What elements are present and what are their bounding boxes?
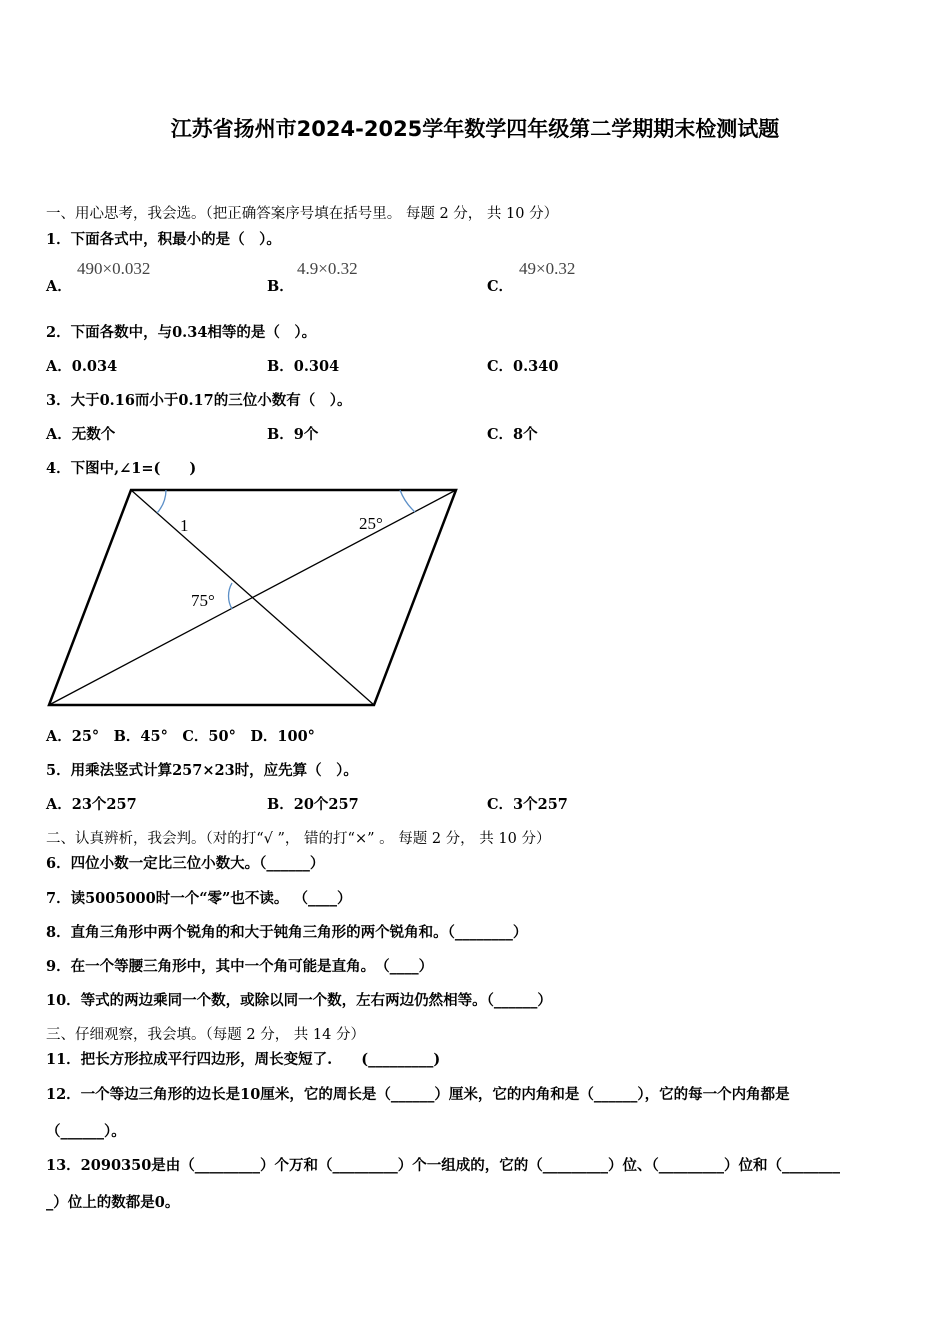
q1-option-c-expr: 49×0.32 — [519, 259, 576, 278]
question-5: 5．用乘法竖式计算257×23时，应先算（ ）。 — [46, 762, 358, 779]
q1-option-a-label: A． — [46, 278, 72, 295]
q1-option-b-expr: 4.9×0.32 — [297, 259, 358, 278]
q1-option-a-expr: 490×0.032 — [77, 259, 151, 278]
question-9: 9．在一个等腰三角形中，其中一个角可能是直角。 （____） — [46, 958, 434, 975]
question-7: 7．读5005000时一个“零”也不读。 （____） — [46, 890, 352, 907]
question-8: 8．直角三角形中两个锐角的和大于钝角三角形的两个锐角和。（________） — [46, 924, 528, 941]
angle-1-arc — [157, 490, 166, 513]
diagonal-2 — [49, 490, 456, 705]
q2-option-c: C．0.340 — [487, 358, 559, 375]
q5-option-a: A．23个257 — [46, 796, 137, 813]
angle-25-arc — [400, 490, 415, 512]
q3-option-a: A．无数个 — [46, 426, 116, 443]
angle-1-label: 1 — [180, 516, 189, 535]
q2-option-b: B．0.304 — [267, 358, 340, 375]
section3-heading: 三、仔细观察，我会填。（每题 2 分， 共 14 分） — [46, 1027, 365, 1043]
q1-option-c-label: C． — [487, 278, 514, 295]
q3-option-b: B．9个 — [267, 426, 319, 443]
q5-option-b: B．20个257 — [267, 796, 359, 813]
q1-option-b-label: B． — [267, 278, 294, 295]
angle-25-label: 25° — [359, 514, 383, 533]
question-1: 1．下面各式中，积最小的是（ ）。 — [46, 231, 281, 248]
question-4: 4．下图中,∠1=( ) — [46, 460, 197, 477]
q3-option-c: C．8个 — [487, 426, 538, 443]
question-10: 10．等式的两边乘同一个数，或除以同一个数，左右两边仍然相等。（______） — [46, 992, 552, 1009]
question-11: 11．把长方形拉成平行四边形，周长变短了. (_________) — [46, 1051, 441, 1068]
question-2: 2．下面各数中，与0.34相等的是（ ）。 — [46, 324, 317, 341]
question-3: 3．大于0.16而小于0.17的三位小数有（ ）。 — [46, 392, 352, 409]
question-6: 6．四位小数一定比三位小数大。（______） — [46, 855, 325, 872]
question-13-line2: _）位上的数都是0。 — [46, 1194, 180, 1211]
angle-75-arc — [229, 583, 232, 609]
page-title: 江苏省扬州市2024-2025学年数学四年级第二学期期末检测试题 — [170, 117, 780, 141]
section2-heading: 二、认真辨析，我会判。（对的打“√ ”， 错的打“×” 。 每题 2 分， 共 10 分） — [46, 831, 551, 847]
q5-option-c: C．3个257 — [487, 796, 568, 813]
q4-options: A．25° B．45° C．50° D．100° — [46, 728, 315, 745]
question-13-line1: 13．2090350是由（_________）个万和（_________）个一组成的，它的（_________）位、（_________）位和（________ — [46, 1157, 841, 1174]
q2-option-a: A．0.034 — [46, 358, 118, 375]
angle-75-label: 75° — [191, 591, 215, 610]
question-12-line2: （______）。 — [46, 1123, 126, 1140]
question-12-line1: 12．一个等边三角形的边长是10厘米，它的周长是（______）厘米，它的内角和是（______），它的每一个内角都是 — [46, 1086, 790, 1103]
section1-heading: 一、用心思考，我会选。（把正确答案序号填在括号里。 每题 2 分， 共 10 分） — [46, 206, 559, 222]
